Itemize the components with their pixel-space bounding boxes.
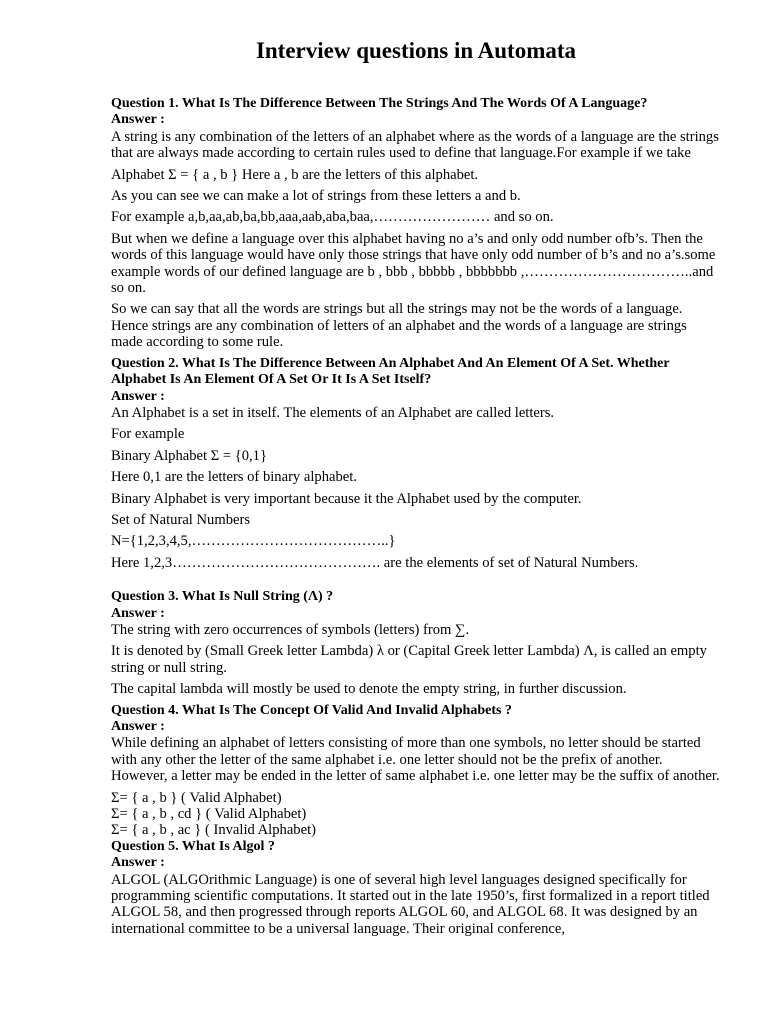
answer-2-paragraph-2: For example (111, 426, 185, 443)
document-title: Interview questions in Automata (255, 38, 577, 63)
answer-3-paragraph-3: The capital lambda will mostly be used to denote the empty string, in further discussion. (111, 681, 627, 698)
answer-5-label: Answer : (111, 855, 165, 871)
answer-2-paragraph-3: Binary Alphabet Σ = {0,1} (111, 447, 267, 464)
answer-1-paragraph-4: So we can say that all the words are strings but all the strings may not be the words of a language. Hence strings are any combination of letters of an alphabet and the words of a language are strings made according to some rule. (111, 301, 687, 351)
answer-2-paragraph-8: Here 1,2,3……………………………………. are the elements of set of Natural Numbers. (111, 554, 639, 571)
answer-1-paragraph-2: As you can see we can make a lot of strings from these letters a and b. (111, 188, 521, 205)
question-3-heading: Question 3. What Is Null String (Λ) ? (111, 589, 334, 605)
answer-1-paragraph-1: A string is any combination of the letters of an alphabet where as the words of a language are the strings that are always made according to certain rules used to define that language.For example if we take (111, 128, 719, 162)
answer-2-paragraph-4: Here 0,1 are the letters of binary alphabet. (111, 469, 357, 486)
answer-4-label: Answer : (111, 719, 165, 734)
answer-4-example-1: Σ= { a , b } ( Valid Alphabet) (111, 789, 282, 806)
answer-2-paragraph-6: Set of Natural Numbers (111, 511, 251, 528)
question-5-heading: Question 5. What Is Algol ? (111, 838, 275, 854)
answer-3-label: Answer : (111, 605, 165, 621)
document-body (111, 96, 721, 937)
question-4-heading: Question 4. What Is The Concept Of Valid And Invalid Alphabets ? (111, 702, 512, 718)
answer-1-paragraph-3: But when we define a language over this alphabet having no a’s and only odd number ofb’s. Then the words of this language would have only those strings that have only odd number of b’s and no a’s.some example words of our defined language are b , bbb , bbbbb , bbbbbbb ,……………………………..and so on. (111, 230, 716, 297)
answer-4-example-2: Σ= { a , b , cd } ( Valid Alphabet) (111, 806, 307, 823)
answer-4-example-3: Σ= { a , b , ac } ( Invalid Alphabet) (111, 822, 316, 839)
answer-2-paragraph-5: Binary Alphabet is very important because it the Alphabet used by the computer. (111, 490, 582, 507)
answer-1-example-line: For example a,b,aa,ab,ba,bb,aaa,aab,aba,baa,…………………… and so on. (111, 209, 554, 226)
answer-5-paragraph-1: ALGOL (ALGOrithmic Language) is one of several high level languages designed specifically for programming scientific computations. It started out in the late 1950’s, first formalized in a report titled ALGOL 58, and then progressed through reports ALGOL 60, and ALGOL 68. It was designed by an international committee to be a universal language. Their original conference, (111, 871, 710, 937)
question-1-heading: Question 1. What Is The Difference Between The Strings And The Words Of A Language? (111, 96, 648, 111)
answer-3-paragraph-2: It is denoted by (Small Greek letter Lambda) λ or (Capital Greek letter Lambda) Λ, is called an empty string or null string. (111, 643, 707, 676)
answer-4-paragraph-1: While defining an alphabet of letters consisting of more than one symbols, no letter should be started with any other the letter of the same alphabet i.e. one letter should not be the prefix of another. However, a letter may be ended in the letter of same alphabet i.e. one letter may be the suffix of another. (111, 735, 720, 785)
answer-1-alphabet-line: Alphabet Σ = { a , b } Here a , b are the letters of this alphabet. (111, 166, 479, 183)
answer-2-label: Answer : (111, 388, 165, 404)
answer-3-paragraph-1: The string with zero occurrences of symbols (letters) from ∑. (111, 621, 470, 638)
answer-2-paragraph-7: N={1,2,3,4,5,…………………………………..} (111, 533, 396, 550)
answer-1-label: Answer : (111, 112, 165, 128)
answer-2-paragraph-1: An Alphabet is a set in itself. The elements of an Alphabet are called letters. (111, 404, 555, 421)
question-2-heading: Question 2. What Is The Difference Between An Alphabet And An Element Of A Set. Whether Alphabet Is An Element Of A Set Or It Is A Set Itself? (111, 355, 670, 388)
